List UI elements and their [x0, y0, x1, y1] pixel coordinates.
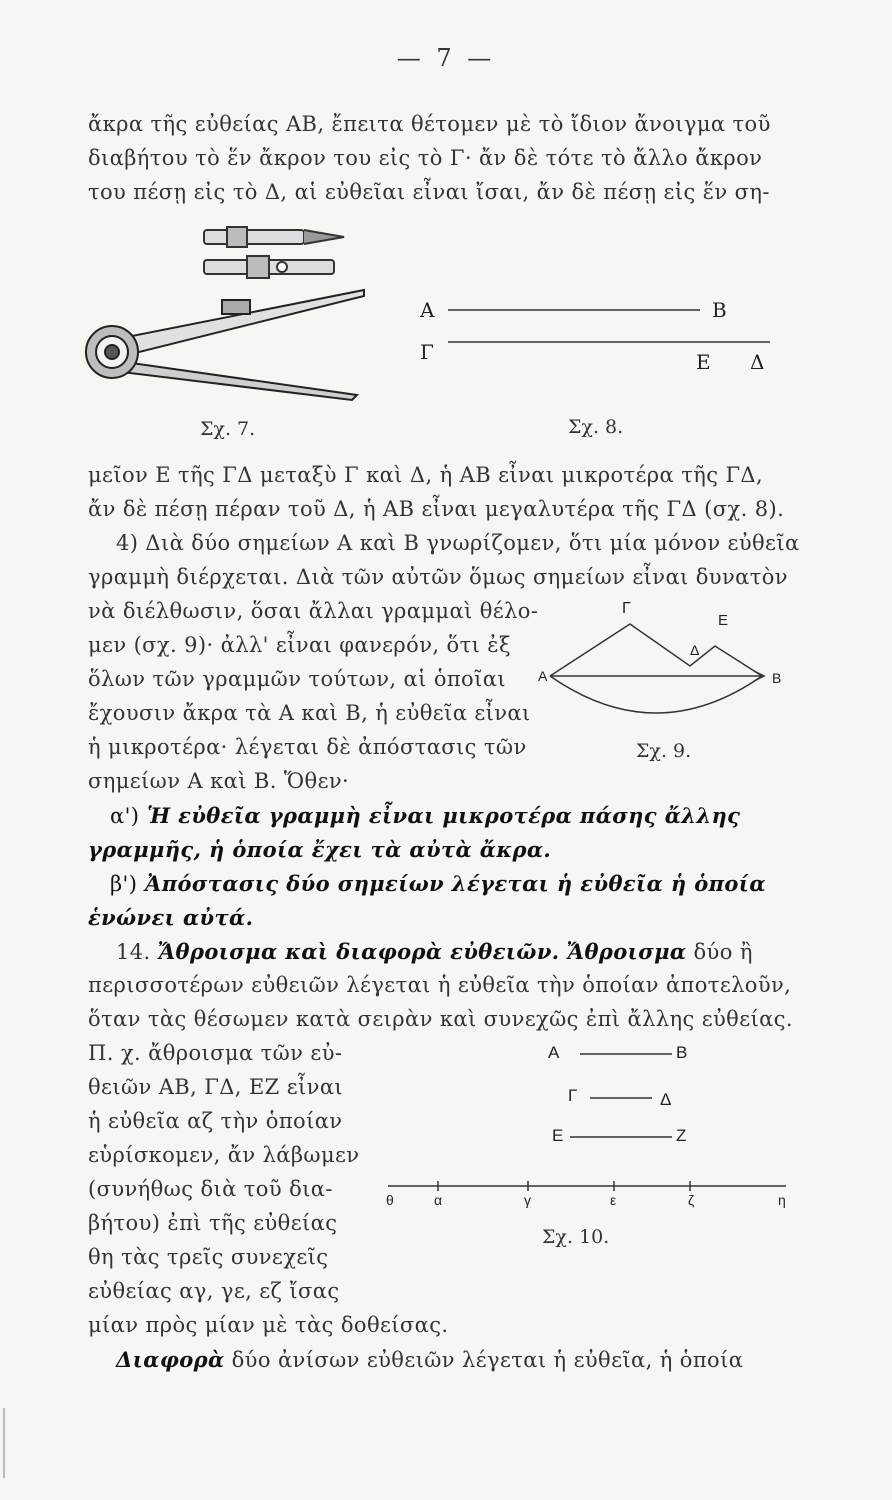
scan-margin-mark — [3, 1408, 5, 1478]
text-run: δύο ἀνίσων εὐθειῶν λέγεται ἡ εὐθεῖα, ἡ ὁποία — [231, 1348, 744, 1372]
fig8-label-a: Α — [420, 298, 435, 322]
fig10-axis-label: ζ — [688, 1192, 695, 1208]
text-line: βήτου) ἐπὶ τῆς εὐθείας — [88, 1211, 338, 1235]
text-line: ὅταν τὰς θέσωμεν κατὰ σειρὰν καὶ συνεχῶς ἐπὶ ἄλλης εὐθείας. — [88, 1007, 793, 1031]
text-line: μεν (σχ. 9)· ἀλλ' εἶναι φανερόν, ὅτι ἐξ — [88, 633, 511, 657]
section-number: 14. — [116, 940, 151, 964]
fig8-label-e: Ε — [696, 350, 711, 374]
fig9-label-a: Α — [538, 668, 548, 684]
rule-b-line2: ἑνώνει αὐτά. — [88, 905, 254, 930]
fig10-axis-label: α — [434, 1192, 443, 1208]
figure-10-sum — [380, 1040, 800, 1210]
term-athroisma: Ἄθροισμα — [566, 939, 687, 964]
term-diafora: Διαφορὰ — [116, 1347, 225, 1372]
compass-body — [86, 290, 364, 400]
text-line: μίαν πρὸς μίαν μὲ τὰς δοθείσας. — [88, 1313, 449, 1337]
fig10-axis-label: γ — [524, 1192, 531, 1208]
figure-9-caption: Σχ. 9. — [636, 740, 692, 762]
text-line: θειῶν ΑΒ, ΓΔ, ΕΖ εἶναι — [88, 1075, 344, 1099]
fig8-label-d: Δ — [750, 350, 765, 374]
text-run: δύο ἢ — [693, 940, 753, 964]
text-line: διαβήτου τὸ ἕν ἄκρον του εἰς τὸ Γ· ἄν δὲ τότε τὸ ἄλλο ἄκρον — [88, 146, 763, 170]
rule-a-text: Ἡ εὐθεῖα γραμμὴ εἶναι μικροτέρα πάσης ἄλλης — [147, 803, 741, 828]
text-line: περισσοτέρων εὐθειῶν λέγεται ἡ εὐθεῖα τὴν ὁποίαν ἀποτελοῦν, — [88, 973, 792, 997]
rule-a-marker: α') — [110, 804, 140, 828]
rule-b-marker: β') — [110, 872, 138, 896]
fig10-label-b: Β — [676, 1043, 688, 1062]
fig10-axis-label: θ — [386, 1192, 394, 1208]
fig8-label-g: Γ — [420, 340, 434, 364]
text-line: νὰ διέλθωσιν, ὅσαι ἄλλαι γραμμαὶ θέλο- — [88, 599, 539, 623]
section-14-line1 — [116, 939, 753, 964]
arc-ab — [550, 676, 762, 713]
figure-10-caption: Σχ. 10. — [542, 1226, 610, 1248]
text-line: εὑρίσκομεν, ἄν λάβωμεν — [88, 1143, 360, 1167]
text-line: θη τὰς τρεῖς συνεχεῖς — [88, 1245, 329, 1269]
compass-part-lead — [204, 256, 334, 278]
text-line: μεῖον Ε τῆς ΓΔ μεταξὺ Γ καὶ Δ, ἡ ΑΒ εἶναι μικροτέρα τῆς ΓΔ, — [88, 463, 764, 487]
text-line: ὅλων τῶν γραμμῶν τούτων, αἱ ὁποῖαι — [88, 667, 506, 691]
polyline-agdeb — [550, 624, 762, 676]
fig9-label-g: Γ — [622, 600, 631, 617]
diafora-line — [116, 1347, 743, 1372]
text-line: σημείων Α καὶ Β. Ὅθεν· — [88, 769, 350, 793]
figure-9-curves — [540, 610, 800, 740]
fig10-label-d: Δ — [660, 1090, 672, 1109]
rule-b-text: Ἀπόστασις δύο σημείων λέγεται ἡ εὐθεῖα ἡ ὁποία — [145, 871, 766, 896]
fig10-label-z: Ζ — [676, 1126, 687, 1145]
text-line: του πέσῃ εἰς τὸ Δ, αἱ εὐθεῖαι εἶναι ἴσαι, ἄν δὲ πέσῃ εἰς ἕν ση- — [88, 180, 770, 204]
rule-a-line1 — [110, 803, 740, 828]
text-line: ἄκρα τῆς εὐθείας ΑΒ, ἔπειτα θέτομεν μὲ τὸ ἴδιον ἄνοιγμα τοῦ — [88, 112, 771, 136]
text-line: ἡ μικροτέρα· λέγεται δὲ ἀπόστασις τῶν — [88, 735, 527, 759]
fig10-axis-label: η — [778, 1192, 786, 1208]
fig9-label-e: Ε — [718, 612, 729, 629]
text-line: ἄν δὲ πέσῃ πέραν τοῦ Δ, ἡ ΑΒ εἶναι μεγαλυτέρα τῆς ΓΔ (σχ. 8). — [88, 497, 785, 521]
fig9-label-d: Δ — [690, 642, 700, 658]
figure-7-compass — [82, 220, 372, 410]
fig10-label-e: Ε — [552, 1126, 564, 1145]
text-line: Π. χ. ἄθροισμα τῶν εὐ- — [88, 1041, 343, 1065]
compass-part-pen — [204, 227, 344, 247]
fig10-axis-label: ε — [610, 1192, 617, 1208]
text-line: (συνήθως διὰ τοῦ δια- — [88, 1177, 333, 1201]
fig10-label-a: Α — [548, 1043, 560, 1062]
page-number: — 7 — — [396, 44, 496, 72]
rule-b-line1 — [110, 871, 766, 896]
fig8-label-b: Β — [712, 298, 727, 322]
fig10-label-g: Γ — [568, 1086, 578, 1105]
fig9-label-b: Β — [772, 670, 782, 686]
text-line: ἔχουσιν ἄκρα τὰ Α καὶ Β, ἡ εὐθεῖα εἶναι — [88, 701, 531, 725]
text-line: εὐθείας αγ, γε, εζ ἴσας — [88, 1279, 340, 1303]
figure-7-caption: Σχ. 7. — [200, 418, 256, 440]
section-title: Ἄθροισμα καὶ διαφορὰ εὐθειῶν. — [157, 939, 560, 964]
text-line: 4) Διὰ δύο σημείων Α καὶ Β γνωρίζομεν, ὅτι μία μόνον εὐθεῖα — [116, 531, 800, 555]
text-line: γραμμὴ διέρχεται. Διὰ τῶν αὐτῶν ὅμως σημείων εἶναι δυνατὸν — [88, 565, 788, 589]
rule-a-line2: γραμμῆς, ἡ ὁποία ἔχει τὰ αὐτὰ ἄκρα. — [88, 837, 552, 862]
figure-8-caption: Σχ. 8. — [568, 416, 624, 438]
text-line: ἡ εὐθεῖα αζ τὴν ὁποίαν — [88, 1109, 343, 1133]
